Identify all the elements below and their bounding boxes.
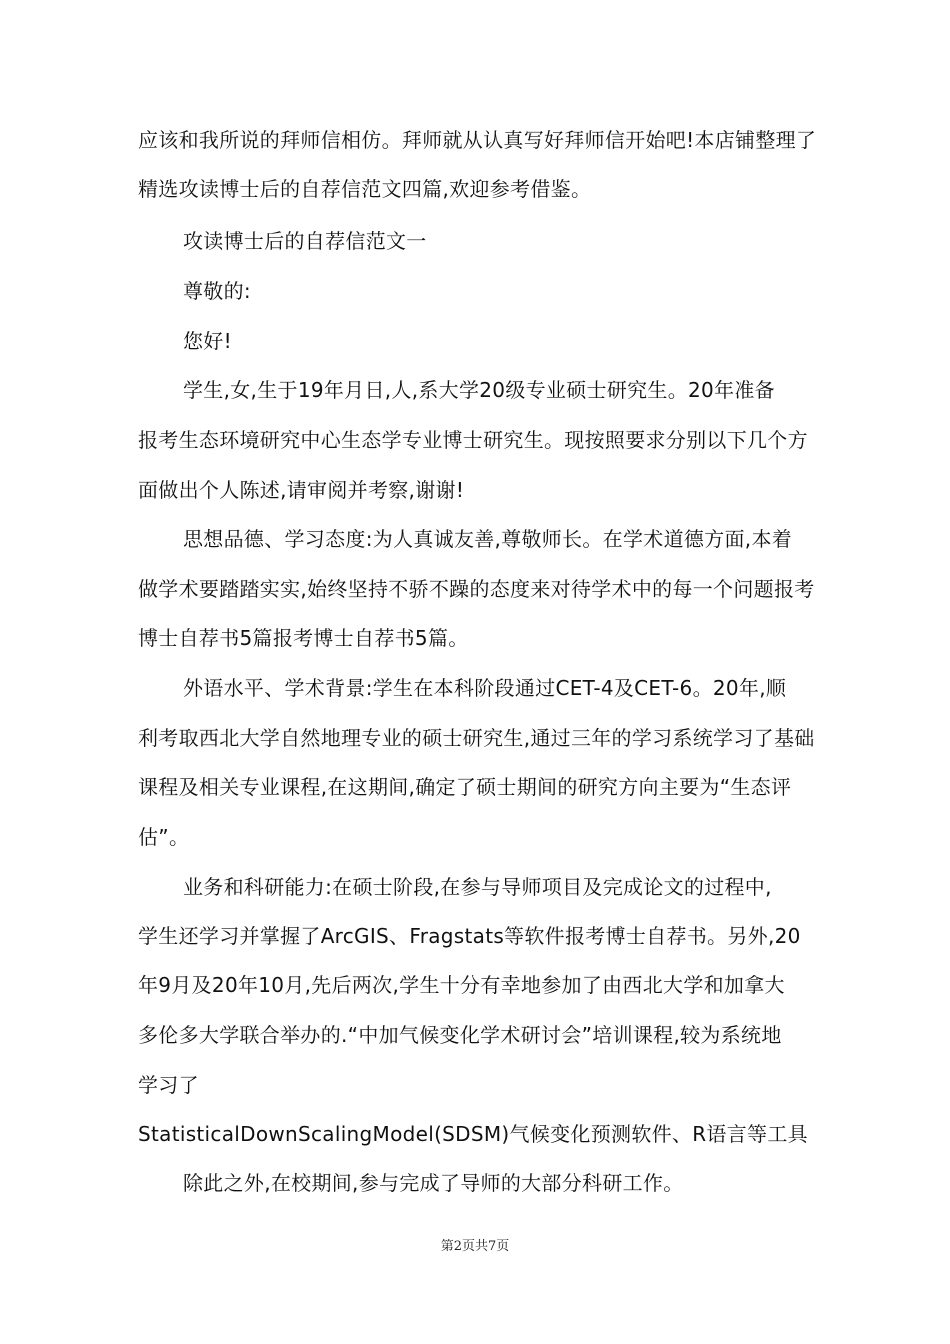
greeting: 您好! xyxy=(183,329,232,353)
text-line: 利考取西北大学自然地理专业的硕士研究生,通过三年的学习系统学习了基础 xyxy=(138,726,815,750)
text-line: 博士自荐书5篇报考博士自荐书5篇。 xyxy=(138,626,469,650)
text-line: 除此之外,在校期间,参与完成了导师的大部分科研工作。 xyxy=(183,1171,684,1195)
section-heading: 攻读博士后的自荐信范文一 xyxy=(183,229,427,253)
text-line: 学生,女,生于19年月日,人,系大学20级专业硕士研究生。20年准备 xyxy=(183,378,775,402)
salutation: 尊敬的: xyxy=(183,279,251,303)
text-line: 做学术要踏踏实实,始终坚持不骄不躁的态度来对待学术中的每一个问题报考 xyxy=(138,577,815,601)
page-number-footer: 第2页共7页 xyxy=(440,1239,510,1254)
text-line: 多伦多大学联合举办的.“中加气候变化学术研讨会”培训课程,较为系统地 xyxy=(138,1023,782,1047)
text-line: 学习了 xyxy=(138,1073,199,1097)
text-line: 应该和我所说的拜师信相仿。拜师就从认真写好拜师信开始吧!本店铺整理了 xyxy=(138,128,817,152)
text-line: 面做出个人陈述,请审阅并考察,谢谢! xyxy=(138,478,465,502)
text-line: 估”。 xyxy=(138,825,190,849)
text-line: 外语水平、学术背景:学生在本科阶段通过CET-4及CET-6。20年,顺 xyxy=(183,676,787,700)
text-line: 业务和科研能力:在硕士阶段,在参与导师项目及完成论文的过程中, xyxy=(183,875,772,899)
text-line: 报考生态环境研究中心生态学专业博士研究生。现按照要求分别以下几个方 xyxy=(138,428,808,452)
text-line: 思想品德、学习态度:为人真诚友善,尊敬师长。在学术道德方面,本着 xyxy=(183,527,793,551)
text-line: 学生还学习并掌握了ArcGIS、Fragstats等软件报考博士自荐书。另外,20 xyxy=(138,924,801,948)
text-line: 课程及相关专业课程,在这期间,确定了硕士期间的研究方向主要为“生态评 xyxy=(138,775,792,799)
text-line: 精选攻读博士后的自荐信范文四篇,欢迎参考借鉴。 xyxy=(138,177,592,201)
text-line: StatisticalDownScalingModel(SDSM)气候变化预测软件、R语言等工具 xyxy=(138,1122,808,1146)
text-line: 年9月及20年10月,先后两次,学生十分有幸地参加了由西北大学和加拿大 xyxy=(138,973,785,997)
